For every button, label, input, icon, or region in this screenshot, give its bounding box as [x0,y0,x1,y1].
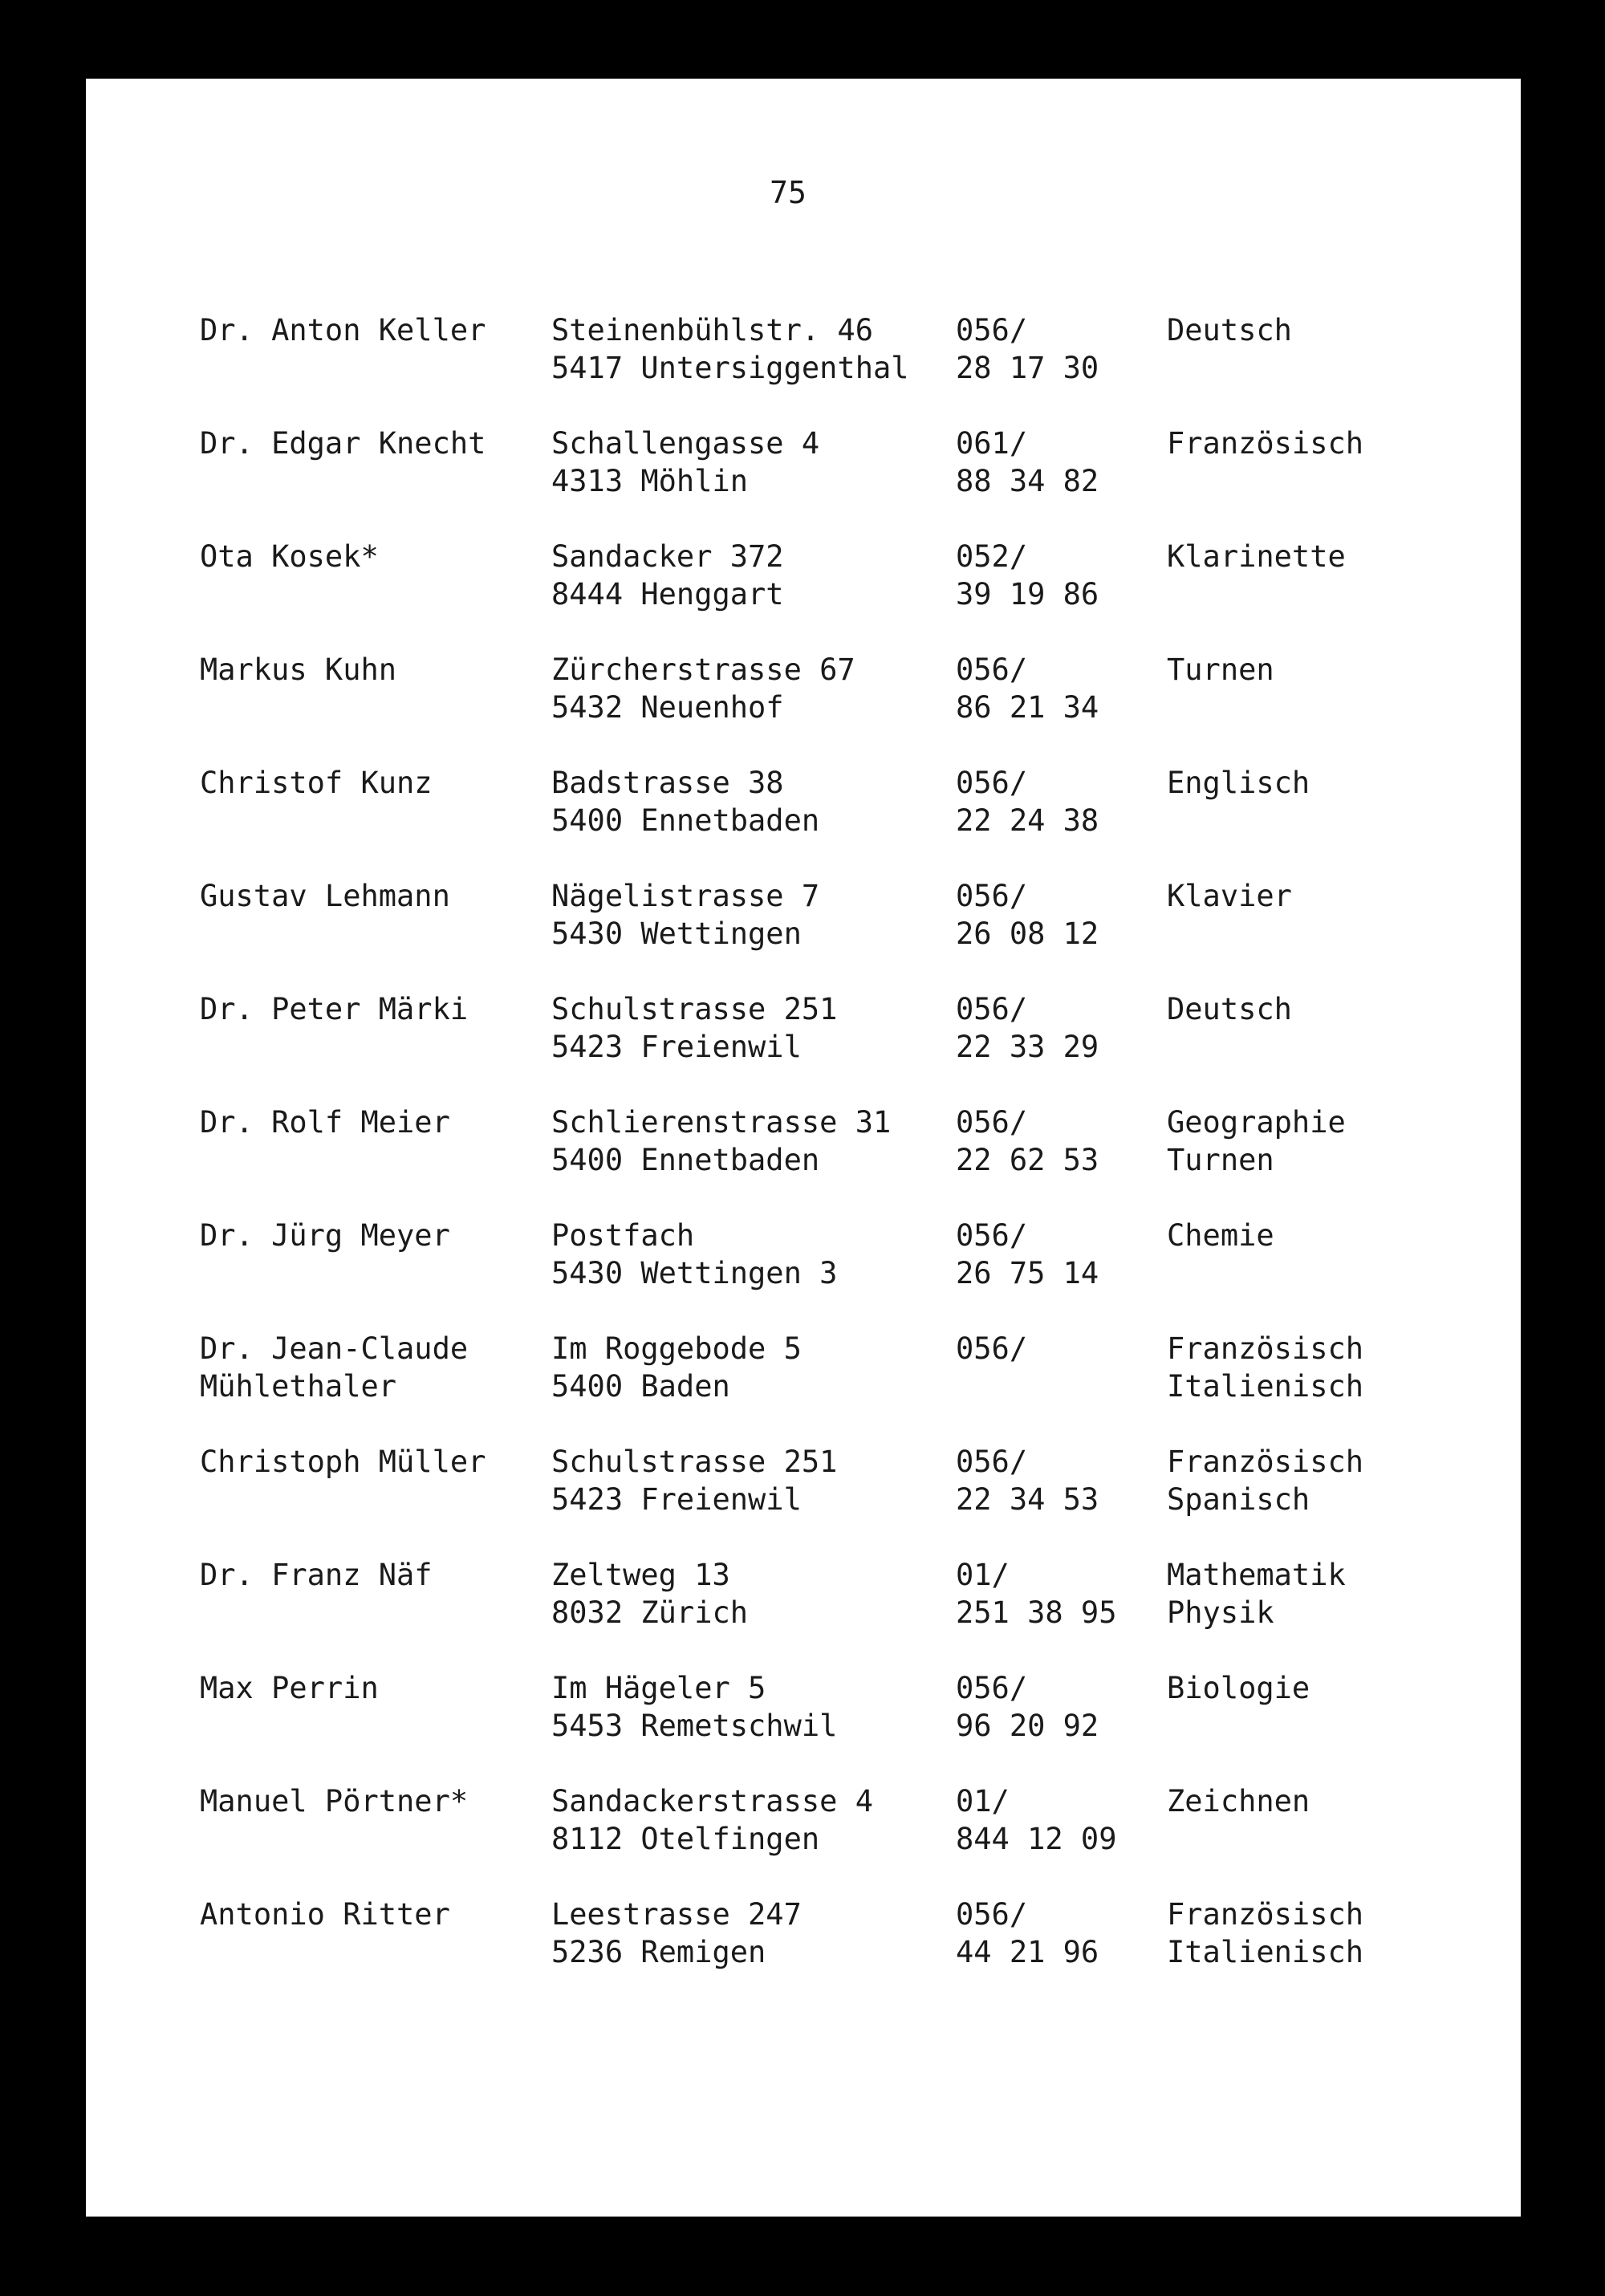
entry-phone: 056/ 22 62 53 [956,1105,1099,1177]
page-number: 75 [770,175,807,210]
entry-name: Dr. Peter Märki [200,992,469,1026]
entry-name: Christoph Müller [200,1445,486,1479]
entry-phone: 056/ 22 34 53 [956,1445,1099,1517]
entry-subjects: Französisch Spanisch [1167,1445,1364,1517]
entry-name: Manuel Pörtner* [200,1784,469,1819]
directory-entry [86,990,1521,1079]
directory-entry [86,1443,1521,1531]
entry-phone: 056/ 26 08 12 [956,879,1099,951]
entry-phone: 056/ 22 33 29 [956,992,1099,1064]
entry-subjects: Mathematik Physik [1167,1558,1346,1630]
directory-entry [86,1782,1521,1871]
entry-name: Ota Kosek* [200,539,379,574]
entry-subjects: Zeichnen [1167,1784,1310,1819]
directory-entry [86,1217,1521,1305]
directory-entry [86,538,1521,626]
entry-name: Dr. Edgar Knecht [200,426,486,461]
entry-subjects: Französisch [1167,426,1364,461]
entry-subjects: Biologie [1167,1671,1310,1705]
entry-phone: 056/ [956,1331,1028,1366]
entry-subjects: Geographie Turnen [1167,1105,1346,1177]
entry-subjects: Klarinette [1167,539,1346,574]
entry-address: Schulstrasse 251 5423 Freienwil [551,992,838,1064]
entry-name: Max Perrin [200,1671,379,1705]
entry-subjects: Turnen [1167,652,1274,687]
entry-phone: 056/ 86 21 34 [956,652,1099,725]
entry-phone: 052/ 39 19 86 [956,539,1099,612]
directory-entry [86,425,1521,513]
entry-name: Dr. Anton Keller [200,313,486,347]
directory-entry [86,764,1521,852]
entry-subjects: Französisch Italienisch [1167,1897,1364,1969]
entry-phone: 01/ 844 12 09 [956,1784,1117,1856]
entry-name: Markus Kuhn [200,652,397,687]
entry-address: Im Roggebode 5 5400 Baden [551,1331,802,1404]
entry-phone: 01/ 251 38 95 [956,1558,1117,1630]
entry-address: Leestrasse 247 5236 Remigen [551,1897,802,1969]
entry-address: Zeltweg 13 8032 Zürich [551,1558,749,1630]
entry-address: Sandacker 372 8444 Henggart [551,539,784,612]
directory-entry [86,1556,1521,1644]
directory-entry [86,877,1521,965]
directory-entry [86,651,1521,739]
entry-phone: 056/ 22 24 38 [956,766,1099,838]
entry-address: Nägelistrasse 7 5430 Wettingen [551,879,820,951]
entry-name: Gustav Lehmann [200,879,450,913]
directory-entry [86,1669,1521,1758]
document-page [86,79,1521,2217]
entry-subjects: Deutsch [1167,992,1292,1026]
entry-phone: 056/ 44 21 96 [956,1897,1099,1969]
entry-address: Schulstrasse 251 5423 Freienwil [551,1445,838,1517]
entry-address: Steinenbühlstr. 46 5417 Untersiggenthal [551,313,909,385]
entry-name: Dr. Rolf Meier [200,1105,450,1140]
entry-name: Antonio Ritter [200,1897,450,1932]
entry-name: Dr. Jürg Meyer [200,1218,450,1253]
entry-subjects: Französisch Italienisch [1167,1331,1364,1404]
entry-subjects: Deutsch [1167,313,1292,347]
entry-phone: 056/ 96 20 92 [956,1671,1099,1743]
entry-address: Postfach 5430 Wettingen 3 [551,1218,838,1290]
entry-phone: 061/ 88 34 82 [956,426,1099,498]
entry-subjects: Englisch [1167,766,1310,800]
entry-address: Badstrasse 38 5400 Ennetbaden [551,766,820,838]
entry-address: Im Hägeler 5 5453 Remetschwil [551,1671,838,1743]
directory-entry [86,1896,1521,1984]
entry-address: Sandackerstrasse 4 8112 Otelfingen [551,1784,873,1856]
entry-phone: 056/ 28 17 30 [956,313,1099,385]
entry-name: Dr. Franz Näf [200,1558,433,1592]
entry-address: Schlierenstrasse 31 5400 Ennetbaden [551,1105,892,1177]
entry-name: Christof Kunz [200,766,433,800]
entry-subjects: Klavier [1167,879,1292,913]
entry-phone: 056/ 26 75 14 [956,1218,1099,1290]
entry-address: Schallengasse 4 4313 Möhlin [551,426,820,498]
directory-entry [86,311,1521,400]
entry-subjects: Chemie [1167,1218,1274,1253]
entry-address: Zürcherstrasse 67 5432 Neuenhof [551,652,855,725]
directory-entry [86,1103,1521,1192]
entry-name: Dr. Jean-Claude Mühlethaler [200,1331,469,1404]
directory-entry [86,1330,1521,1418]
